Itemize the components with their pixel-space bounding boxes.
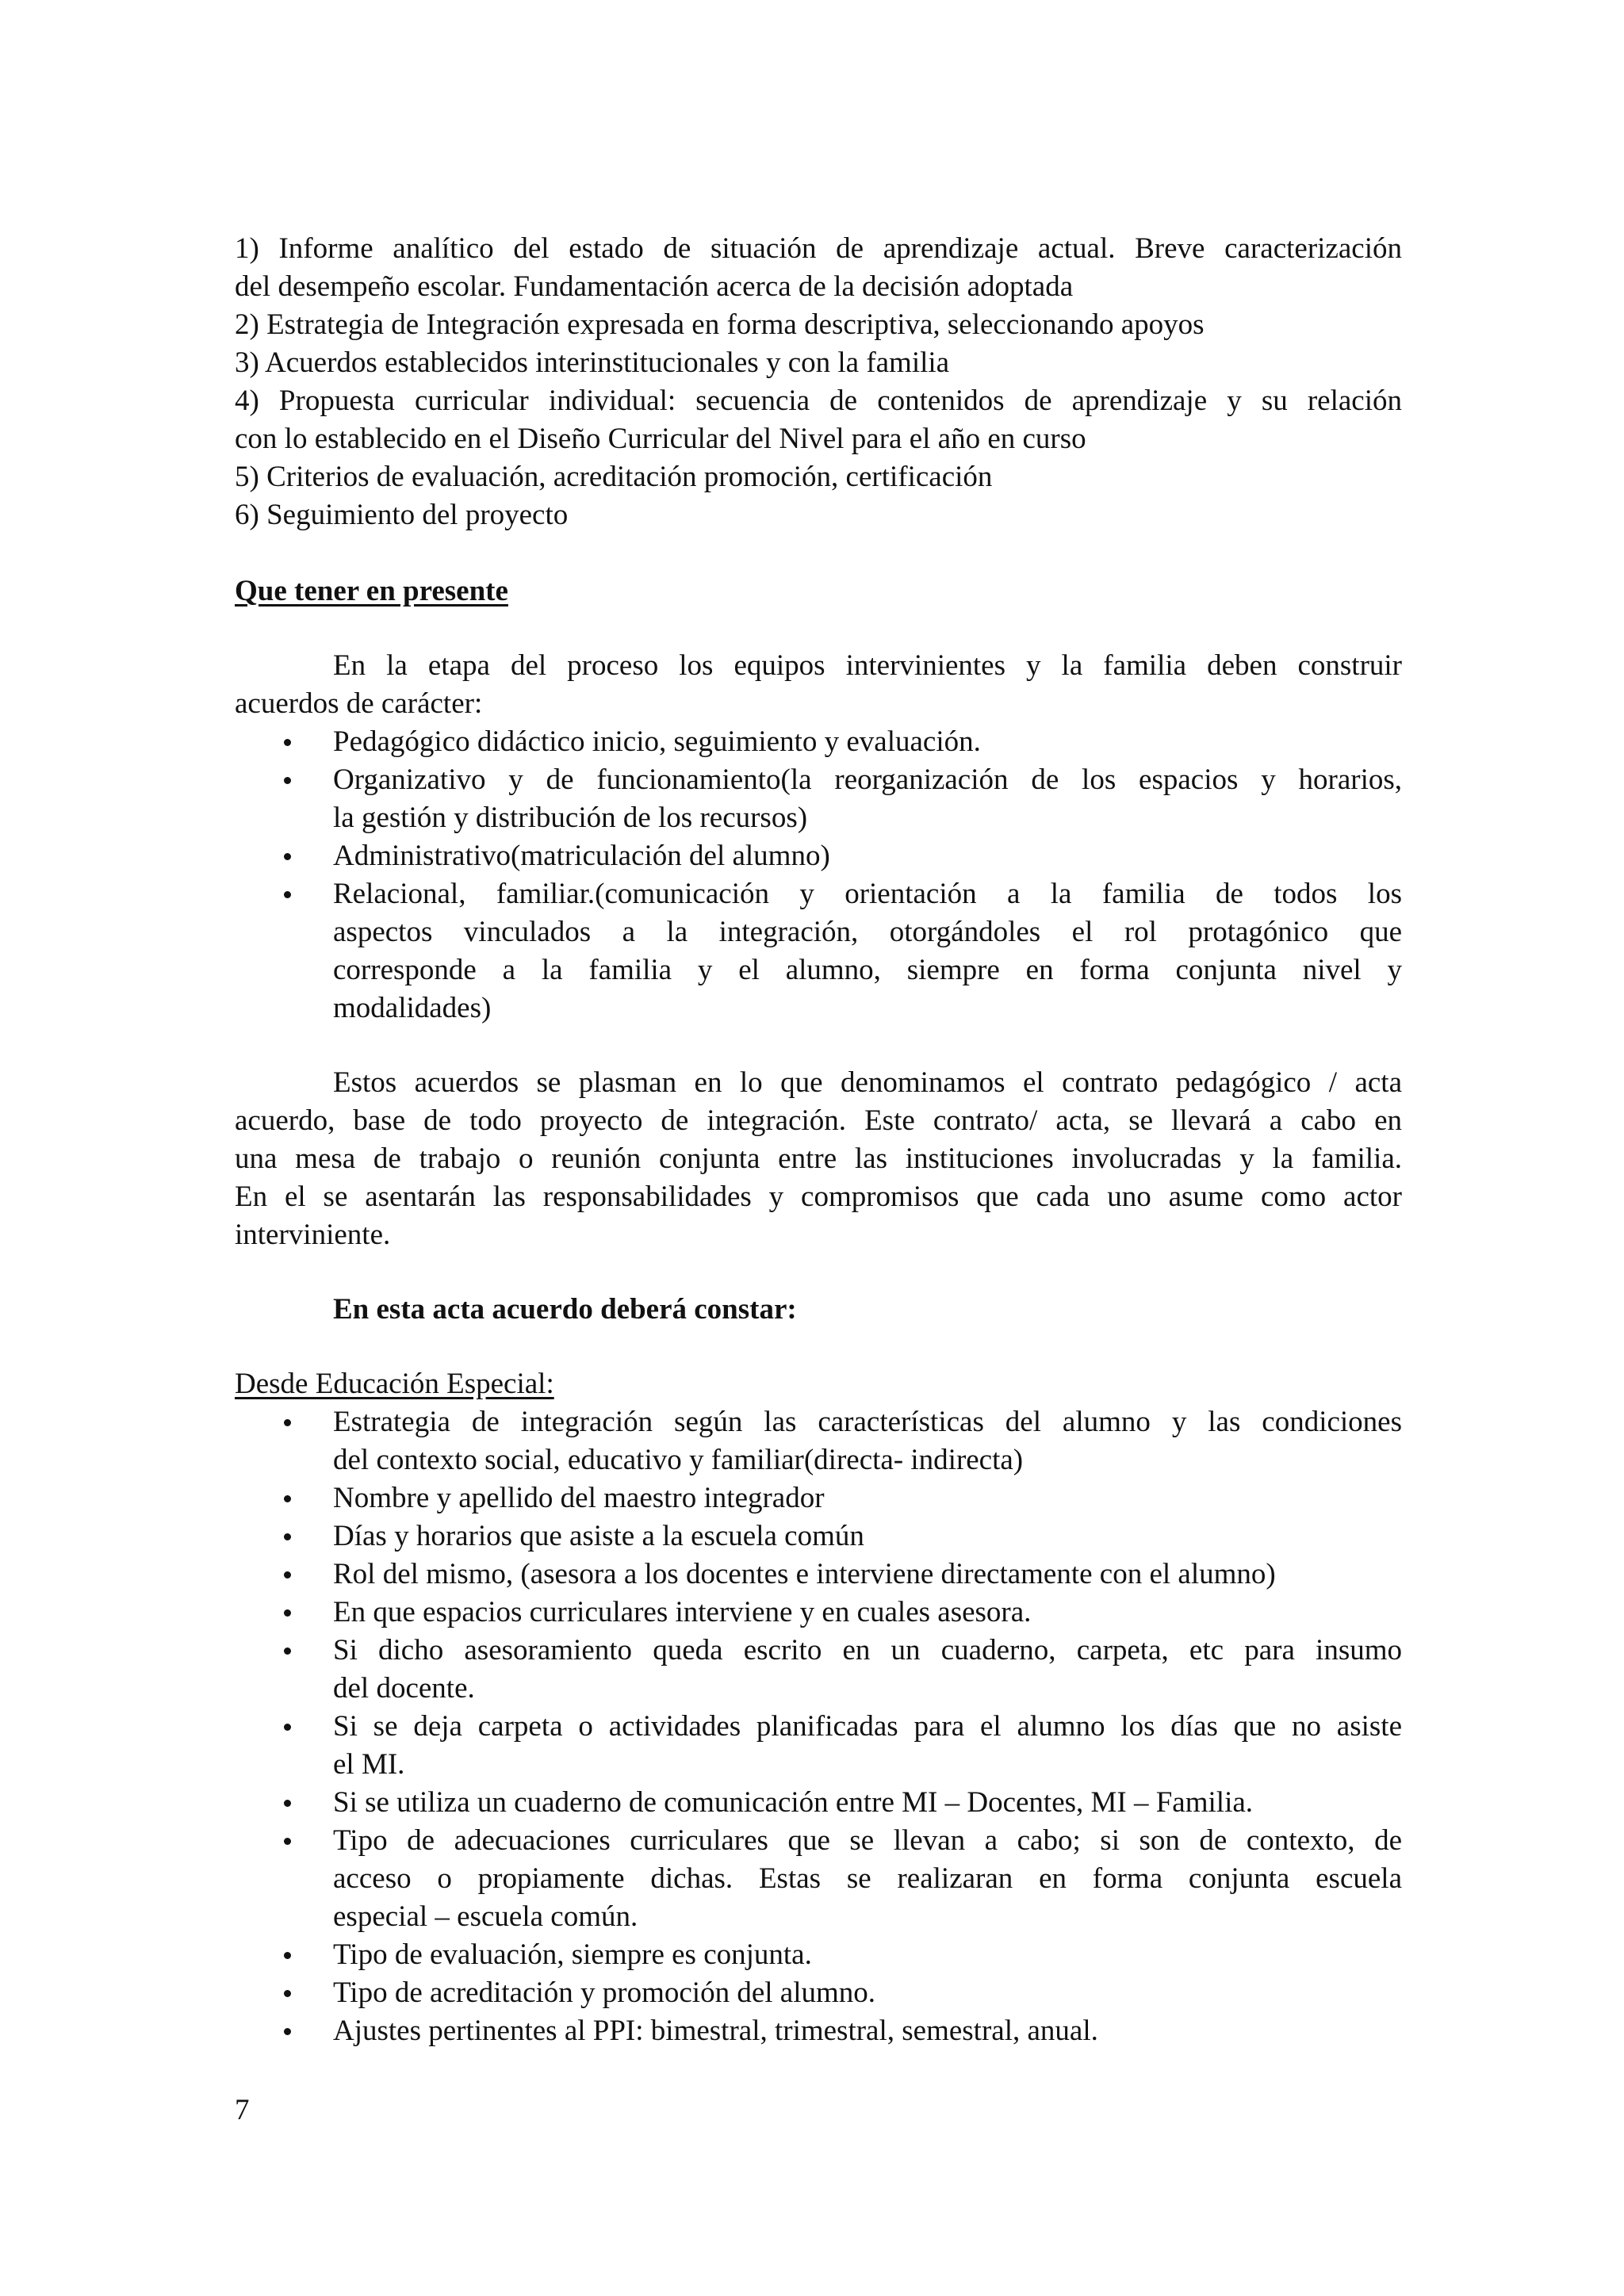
text-line: Ajustes pertinentes al PPI: bimestral, trimestral, semestral, anual. — [333, 2015, 1098, 2047]
text-line: Nombre y apellido del maestro integrador — [333, 1482, 825, 1514]
numbered-item-1 — [235, 230, 1402, 306]
text-line: 1) Informe analítico del estado de situación de aprendizaje actual. Breve caracterización — [235, 232, 1402, 265]
text-line: En la etapa del proceso los equipos intervinientes y la familia deben construir — [333, 649, 1402, 682]
bullet-icon — [284, 1990, 291, 1997]
list-item — [235, 1556, 1402, 1594]
list-item — [235, 875, 1402, 1027]
section-heading: Que tener en presente — [235, 575, 508, 607]
list-item — [235, 1708, 1402, 1784]
bullet-icon — [284, 1571, 291, 1578]
list-item — [235, 837, 1402, 875]
bullet-icon — [284, 1533, 291, 1540]
bullet-icon — [284, 1419, 291, 1426]
text-line: una mesa de trabajo o reunión conjunta entre las instituciones involucradas y la familia. — [235, 1142, 1402, 1175]
list-item — [235, 1517, 1402, 1556]
text-line: Estrategia de integración según las características del alumno y las condiciones — [333, 1406, 1402, 1438]
list-item — [235, 1784, 1402, 1822]
text-line: Tipo de adecuaciones curriculares que se llevan a cabo; si son de contexto, de — [333, 1824, 1402, 1857]
text-line: interviniente. — [235, 1219, 391, 1251]
text-line: acuerdo, base de todo proyecto de integración. Este contrato/ acta, se llevará a cabo en — [235, 1104, 1402, 1137]
text-line: 3) Acuerdos establecidos interinstitucionales y con la familia — [235, 346, 950, 379]
list-item — [235, 1479, 1402, 1517]
text-line: Días y horarios que asiste a la escuela común — [333, 1520, 864, 1552]
text-line: Administrativo(matriculación del alumno) — [333, 840, 830, 872]
text-line: Relacional, familiar.(comunicación y orientación a la familia de todos los — [333, 878, 1402, 910]
text-line: 2) Estrategia de Integración expresada en forma descriptiva, seleccionando apoyos — [235, 308, 1205, 341]
numbered-item-4 — [235, 382, 1402, 458]
bullet-icon — [284, 1800, 291, 1807]
list-item — [235, 1974, 1402, 2012]
list-item — [235, 1403, 1402, 1479]
text-line: 5) Criterios de evaluación, acreditación promoción, certificación — [235, 461, 993, 493]
bullet-icon — [284, 853, 291, 860]
text-line: acuerdos de carácter: — [235, 687, 483, 720]
document-page — [235, 230, 1402, 2050]
numbered-item-2 — [235, 306, 1402, 344]
text-line: En el se asentarán las responsabilidades y compromisos que cada uno asume como actor — [235, 1181, 1402, 1213]
bullet-icon — [284, 777, 291, 784]
list-item — [235, 1632, 1402, 1708]
bullet-icon — [284, 2028, 291, 2035]
bullet-icon — [284, 739, 291, 746]
text-line: 6) Seguimiento del proyecto — [235, 499, 569, 531]
subheading-text: Desde Educación Especial: — [235, 1368, 554, 1400]
text-line: la gestión y distribución de los recursos) — [333, 802, 808, 834]
list-item — [235, 723, 1402, 761]
text-line: Si dicho asesoramiento queda escrito en un cuaderno, carpeta, etc para insumo — [333, 1634, 1402, 1667]
numbered-item-3 — [235, 344, 1402, 382]
bullet-icon — [284, 1647, 291, 1655]
text-line: Tipo de acreditación y promoción del alumno. — [333, 1976, 876, 2009]
text-line: el MI. — [333, 1748, 405, 1781]
subheading — [235, 1365, 1402, 1403]
text-line: del docente. — [333, 1672, 475, 1705]
list-item — [235, 2012, 1402, 2050]
text-line: Si se deja carpeta o actividades planificadas para el alumno los días que no asiste — [333, 1710, 1402, 1743]
page-number: 7 — [235, 2094, 250, 2126]
bullet-icon — [284, 1724, 291, 1731]
list-item — [235, 1594, 1402, 1632]
text-line: Pedagógico didáctico inicio, seguimiento y evaluación. — [333, 725, 981, 758]
text-line: especial – escuela común. — [333, 1900, 638, 1933]
text-line: Rol del mismo, (asesora a los docentes e interviene directamente con el alumno) — [333, 1558, 1276, 1590]
bullet-icon — [284, 1609, 291, 1617]
bullet-icon — [284, 1838, 291, 1845]
text-line: aspectos vinculados a la integración, otorgándoles el rol protagónico que — [333, 916, 1402, 948]
numbered-item-6 — [235, 496, 1402, 534]
text-line: corresponde a la familia y el alumno, siempre en forma conjunta nivel y — [333, 954, 1402, 986]
text-line: acceso o propiamente dichas. Estas se realizaran en forma conjunta escuela — [333, 1862, 1402, 1895]
text-line: 4) Propuesta curricular individual: secuencia de contenidos de aprendizaje y su relación — [235, 385, 1402, 417]
intro-paragraph — [235, 647, 1402, 723]
text-line: Si se utiliza un cuaderno de comunicación entre MI – Docentes, MI – Familia. — [333, 1786, 1254, 1819]
agreement-bullet-list — [235, 723, 1402, 1027]
numbered-list — [235, 230, 1402, 534]
text-line: con lo establecido en el Diseño Curricular del Nivel para el año en curso — [235, 423, 1086, 455]
body-paragraph — [235, 1064, 1402, 1254]
bullet-icon — [284, 891, 291, 898]
numbered-item-5 — [235, 458, 1402, 496]
list-item — [235, 1822, 1402, 1936]
text-line: Estos acuerdos se plasman en lo que denominamos el contrato pedagógico / acta — [333, 1066, 1402, 1099]
bullet-icon — [284, 1495, 291, 1502]
bullet-icon — [284, 1952, 291, 1959]
text-line: del contexto social, educativo y familiar(directa- indirecta) — [333, 1444, 1024, 1476]
text-line: modalidades) — [333, 992, 492, 1024]
list-item — [235, 1936, 1402, 1974]
section-heading: En esta acta acuerdo deberá constar: — [333, 1293, 797, 1326]
text-line: Tipo de evaluación, siempre es conjunta. — [333, 1938, 812, 1971]
text-line: En que espacios curriculares interviene y en cuales asesora. — [333, 1596, 1032, 1628]
text-line: Organizativo y de funcionamiento(la reorganización de los espacios y horarios, — [333, 763, 1402, 796]
list-item — [235, 761, 1402, 837]
text-line: del desempeño escolar. Fundamentación acerca de la decisión adoptada — [235, 270, 1074, 303]
act-contents-bullet-list — [235, 1403, 1402, 2050]
